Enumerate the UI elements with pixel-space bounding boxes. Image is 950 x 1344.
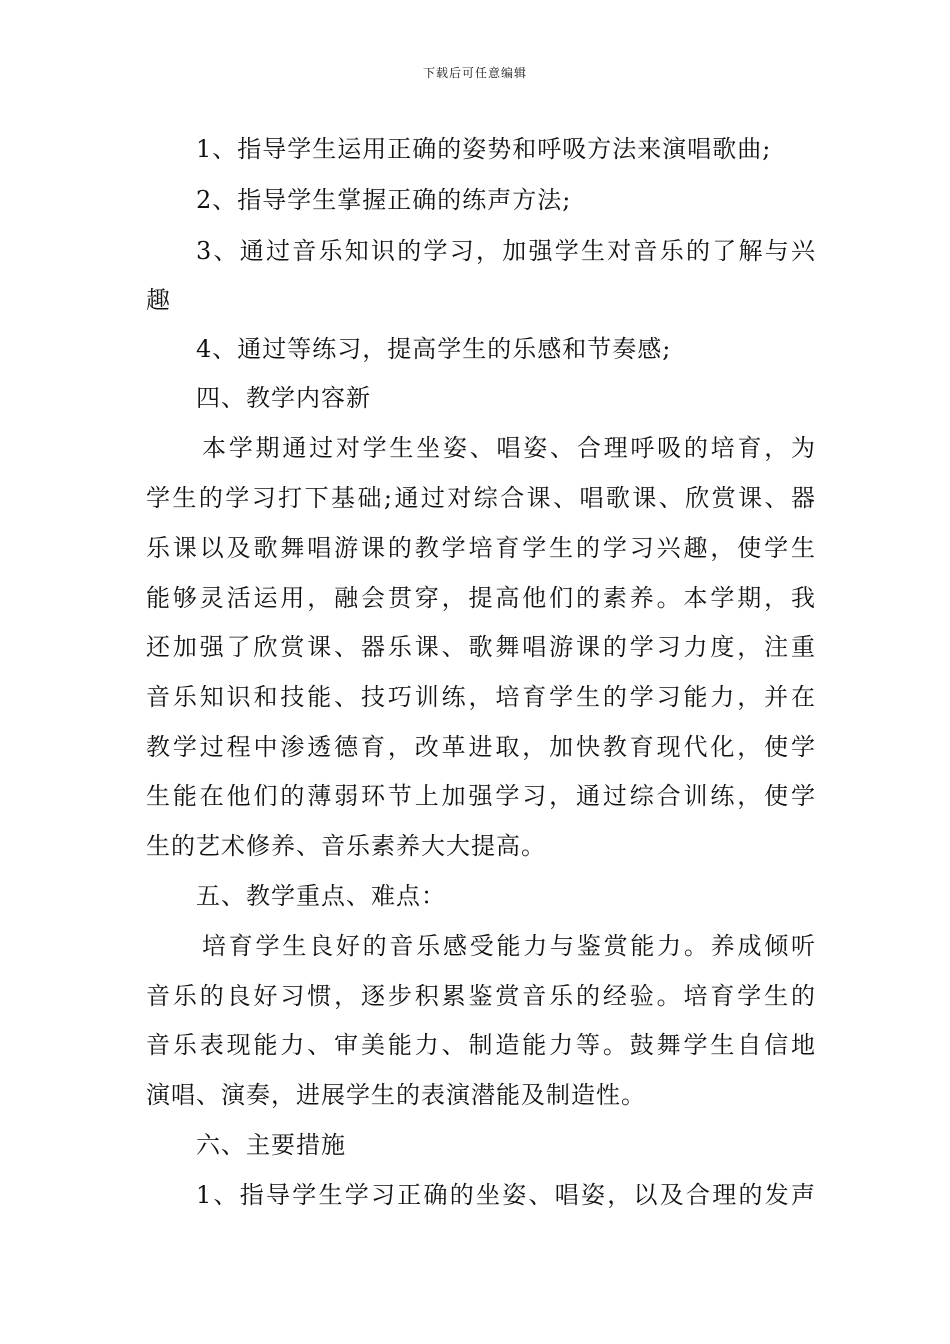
text-line: 教学过程中渗透德育，改革进取，加快教育现代化，使学 xyxy=(146,733,816,761)
section-heading: 六、主要措施 xyxy=(196,1131,346,1159)
text-line: 学生的学习打下基础;通过对综合课、唱歌课、欣赏课、器 xyxy=(146,484,816,512)
text-line: 音乐知识和技能、技巧训练，培育学生的学习能力，并在 xyxy=(146,683,816,711)
text-line: 3、通过音乐知识的学习，加强学生对音乐的了解与兴 xyxy=(196,237,816,265)
text-line: 本学期通过对学生坐姿、唱姿、合理呼吸的培育，为 xyxy=(202,434,816,462)
section-heading: 五、教学重点、难点： xyxy=(196,882,446,910)
text-line: 音乐表现能力、审美能力、制造能力等。鼓舞学生自信地 xyxy=(146,1031,816,1059)
text-line: 能够灵活运用，融会贯穿，提高他们的素养。本学期，我 xyxy=(146,584,816,612)
text-line: 音乐的良好习惯，逐步积累鉴赏音乐的经验。培育学生的 xyxy=(146,982,816,1010)
text-line: 培育学生良好的音乐感受能力与鉴赏能力。养成倾听 xyxy=(202,932,816,960)
text-line: 生的艺术修养、音乐素养大大提高。 xyxy=(146,832,546,860)
text-line: 1、指导学生运用正确的姿势和呼吸方法来演唱歌曲; xyxy=(196,135,772,163)
text-line: 2、指导学生掌握正确的练声方法; xyxy=(196,186,572,214)
text-line: 生能在他们的薄弱环节上加强学习，通过综合训练，使学 xyxy=(146,782,816,810)
text-line: 还加强了欣赏课、器乐课、歌舞唱游课的学习力度，注重 xyxy=(146,633,816,661)
text-line: 趣 xyxy=(146,286,171,314)
text-line: 4、通过等练习，提高学生的乐感和节奏感; xyxy=(196,335,672,363)
section-heading: 四、教学内容新 xyxy=(196,384,371,412)
text-line: 乐课以及歌舞唱游课的教学培育学生的学习兴趣，使学生 xyxy=(146,534,816,562)
page-header: 下载后可任意编辑 xyxy=(422,66,527,80)
text-line: 1、指导学生学习正确的坐姿、唱姿，以及合理的发声 xyxy=(196,1181,816,1209)
text-line: 演唱、演奏，进展学生的表演潜能及制造性。 xyxy=(146,1081,646,1109)
